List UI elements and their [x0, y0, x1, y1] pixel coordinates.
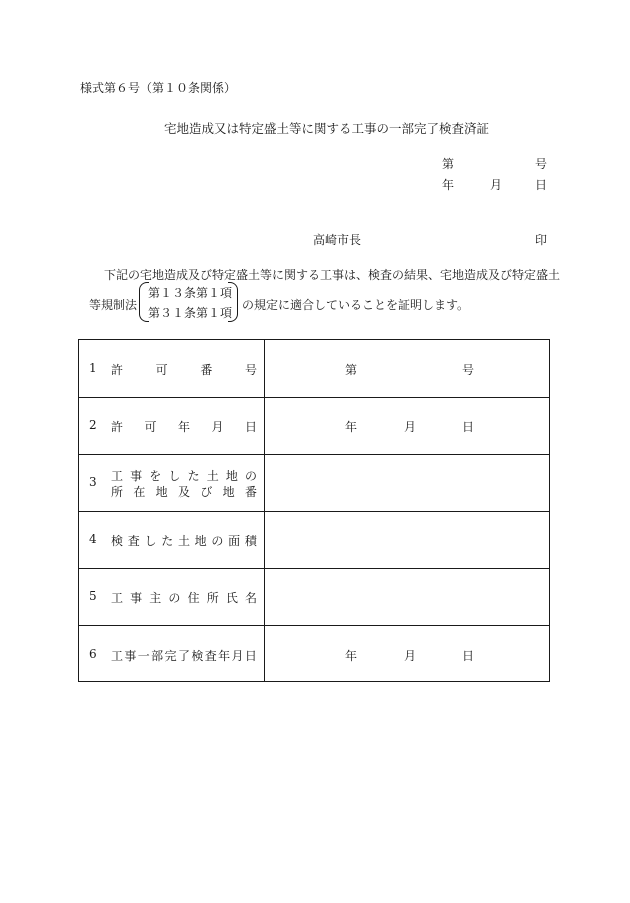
form-number: 様式第６号（第１０条関係） [80, 81, 237, 95]
issuer-name: 高崎市長 [313, 233, 362, 247]
right-bracket [228, 282, 238, 322]
inspection-date-year: 年 [345, 649, 358, 663]
date-year: 年 [442, 178, 455, 192]
permit-date-month: 月 [404, 420, 417, 434]
row-divider [79, 511, 549, 512]
doc-number-go: 号 [535, 157, 548, 171]
row-number: 3 [89, 475, 97, 489]
row-number: 1 [89, 361, 97, 375]
row-number: 4 [89, 532, 97, 546]
row-number: 2 [89, 418, 97, 432]
label-text: 工 事 主 の 住 所 氏 名 [111, 591, 257, 605]
row-number: 6 [89, 647, 97, 661]
row-divider [79, 568, 549, 569]
row-label-land-line1 [111, 467, 257, 484]
label-text: 工 事 を し た 土 地 の [111, 469, 257, 483]
row-label-permit-number [111, 361, 257, 378]
label-text: 検 査 し た 土 地 の 面 積 [111, 534, 257, 548]
article-option-1: 第１３条第１項 [148, 286, 233, 300]
document-title: 宅地造成又は特定盛土等に関する工事の一部完了検査済証 [164, 121, 490, 136]
inspection-date-month: 月 [404, 649, 417, 663]
label-text: 所 在 地 及 び 地 番 [111, 485, 257, 499]
row-label-permit-date [111, 418, 257, 435]
label-text: 許 可 年 月 日 [111, 420, 257, 434]
row-divider [79, 397, 549, 398]
body-text-line1: 下記の宅地造成及び特定盛土等に関する工事は、検査の結果、宅地造成及び特定盛土 [104, 268, 561, 282]
row-label-land-line2 [111, 483, 257, 500]
article-option-2: 第３１条第１項 [148, 306, 233, 320]
doc-number-dai: 第 [442, 157, 455, 171]
body-text-prefix: 等規制法 [89, 298, 138, 312]
certificate-table [78, 339, 550, 682]
row-divider [79, 454, 549, 455]
row-label-inspection-date [111, 647, 257, 664]
body-text-suffix: の規定に適合していることを証明します。 [242, 298, 470, 312]
row-label-inspected-area [111, 532, 257, 549]
permit-date-day: 日 [462, 420, 475, 434]
seal-mark: 印 [535, 233, 548, 247]
row-divider [79, 625, 549, 626]
inspection-date-day: 日 [462, 649, 475, 663]
label-text: 許 可 番 号 [111, 363, 257, 377]
label-text: 工 事 一 部 完 了 検 査 年 月 日 [111, 649, 257, 663]
date-month: 月 [490, 178, 503, 192]
permit-date-year: 年 [345, 420, 358, 434]
row-label-owner [111, 589, 257, 606]
date-day: 日 [535, 178, 548, 192]
permit-number-go: 号 [462, 363, 475, 377]
permit-number-dai: 第 [345, 363, 358, 377]
row-number: 5 [89, 589, 97, 603]
